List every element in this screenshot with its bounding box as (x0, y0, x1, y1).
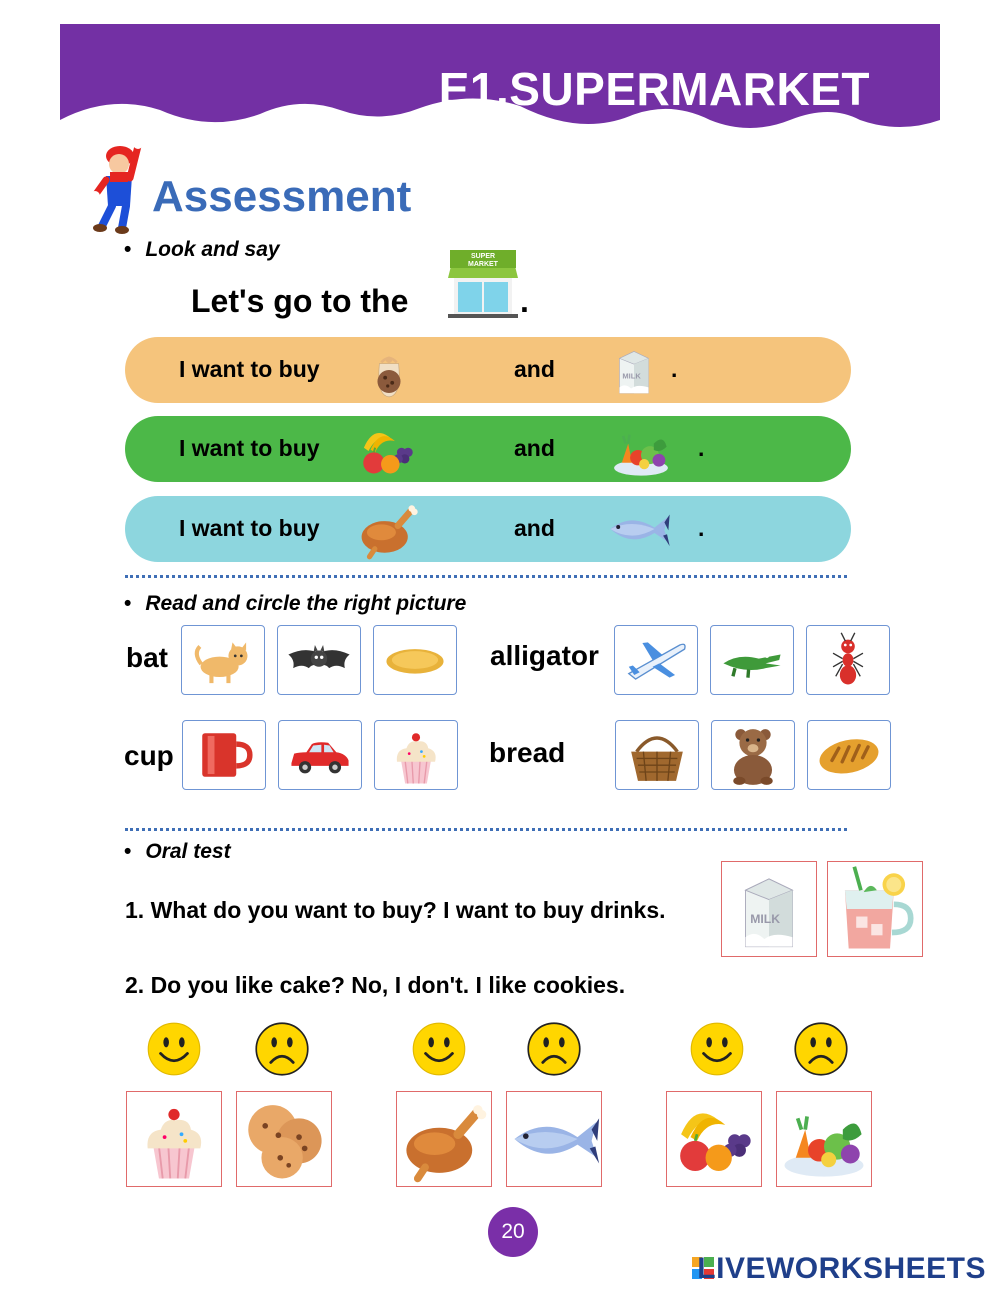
option-bat[interactable] (277, 625, 361, 695)
say-row-end: . (698, 515, 705, 541)
oral-question-1: 1. What do you want to buy? I want to buy drinks. (125, 897, 666, 923)
option-cupcake[interactable] (374, 720, 458, 790)
say-row-lead: I want to buy (179, 435, 320, 461)
basket-icon (616, 721, 698, 789)
milk-icon (722, 862, 816, 956)
oral-question-2: 2. Do you like cake? No, I don't. I like cookies. (125, 972, 626, 998)
oral-item-cookies (236, 1091, 332, 1187)
option-airplane[interactable] (614, 625, 698, 695)
fruits-icon (667, 1092, 761, 1186)
header-banner (60, 24, 940, 134)
page-number: 20 (488, 1207, 538, 1257)
option-milk[interactable] (721, 861, 817, 957)
smile-icon[interactable] (689, 1021, 745, 1077)
option-cat[interactable] (181, 625, 265, 695)
frown-icon[interactable] (793, 1021, 849, 1077)
circle-word-alligator: alligator (490, 640, 599, 671)
milk-icon (605, 335, 663, 405)
frown-icon[interactable] (254, 1021, 310, 1077)
divider-1 (125, 575, 847, 578)
smile-icon[interactable] (146, 1021, 202, 1077)
option-juice[interactable] (827, 861, 923, 957)
option-bread[interactable] (807, 720, 891, 790)
bread-icon (808, 721, 890, 789)
option-alligator[interactable] (710, 625, 794, 695)
mascot-icon (92, 136, 142, 234)
cookies-icon (237, 1092, 331, 1186)
brand-name: LIVEWORKSHEETS (697, 1252, 986, 1285)
vegetables-icon (777, 1092, 871, 1186)
airplane-icon (615, 626, 697, 694)
cookies-icon (357, 333, 421, 407)
circle-word-cup: cup (124, 740, 174, 771)
sentence-go-to: Let's go to the (191, 283, 409, 319)
plate-icon (374, 626, 456, 694)
car-icon (279, 721, 361, 789)
supermarket-icon (446, 248, 520, 320)
fish-icon (507, 1092, 601, 1186)
page-title: E1.SUPERMARKET (438, 63, 870, 115)
fish-icon (583, 496, 693, 562)
cupcake-icon (127, 1092, 221, 1186)
option-cup[interactable] (182, 720, 266, 790)
say-row-lead: I want to buy (179, 515, 320, 541)
chicken-icon (397, 1092, 491, 1186)
frown-icon[interactable] (526, 1021, 582, 1077)
bear-icon (712, 721, 794, 789)
section-title: Assessment (152, 172, 412, 221)
fruits-icon (343, 418, 431, 484)
circle-word-bat: bat (126, 642, 168, 673)
instruction-oral-test: • Oral test (124, 840, 231, 864)
say-row-end: . (671, 356, 678, 382)
sentence-period: . (520, 283, 529, 319)
say-row-end: . (698, 435, 705, 461)
vegetables-icon (595, 418, 687, 482)
option-ant[interactable] (806, 625, 890, 695)
smile-icon[interactable] (411, 1021, 467, 1077)
svg-text:SUPER: SUPER (470, 253, 496, 260)
option-car[interactable] (278, 720, 362, 790)
cup-icon (183, 721, 265, 789)
oral-item-vegetables (776, 1091, 872, 1187)
say-row-1 (125, 337, 851, 403)
oral-item-cupcake (126, 1091, 222, 1187)
say-row-2 (125, 416, 851, 482)
say-row-lead: I want to buy (179, 356, 320, 382)
option-basket[interactable] (615, 720, 699, 790)
option-bear[interactable] (711, 720, 795, 790)
chicken-icon (345, 496, 431, 562)
bat-icon (278, 626, 360, 694)
instruction-read-circle: • Read and circle the right picture (124, 592, 466, 616)
oral-item-chicken (396, 1091, 492, 1187)
say-row-3 (125, 496, 851, 562)
option-plate[interactable] (373, 625, 457, 695)
divider-2 (125, 828, 847, 831)
svg-text:MARKET: MARKET (468, 261, 498, 268)
alligator-icon (711, 626, 793, 694)
cupcake-icon (375, 721, 457, 789)
ant-icon (807, 626, 889, 694)
say-row-conj: and (514, 515, 555, 541)
instruction-look-and-say: • Look and say (124, 238, 280, 262)
say-row-conj: and (514, 435, 555, 461)
juice-icon (828, 862, 922, 956)
oral-item-fruits (666, 1091, 762, 1187)
say-row-conj: and (514, 356, 555, 382)
oral-item-fish (506, 1091, 602, 1187)
cat-icon (182, 626, 264, 694)
circle-word-bread: bread (489, 737, 566, 768)
